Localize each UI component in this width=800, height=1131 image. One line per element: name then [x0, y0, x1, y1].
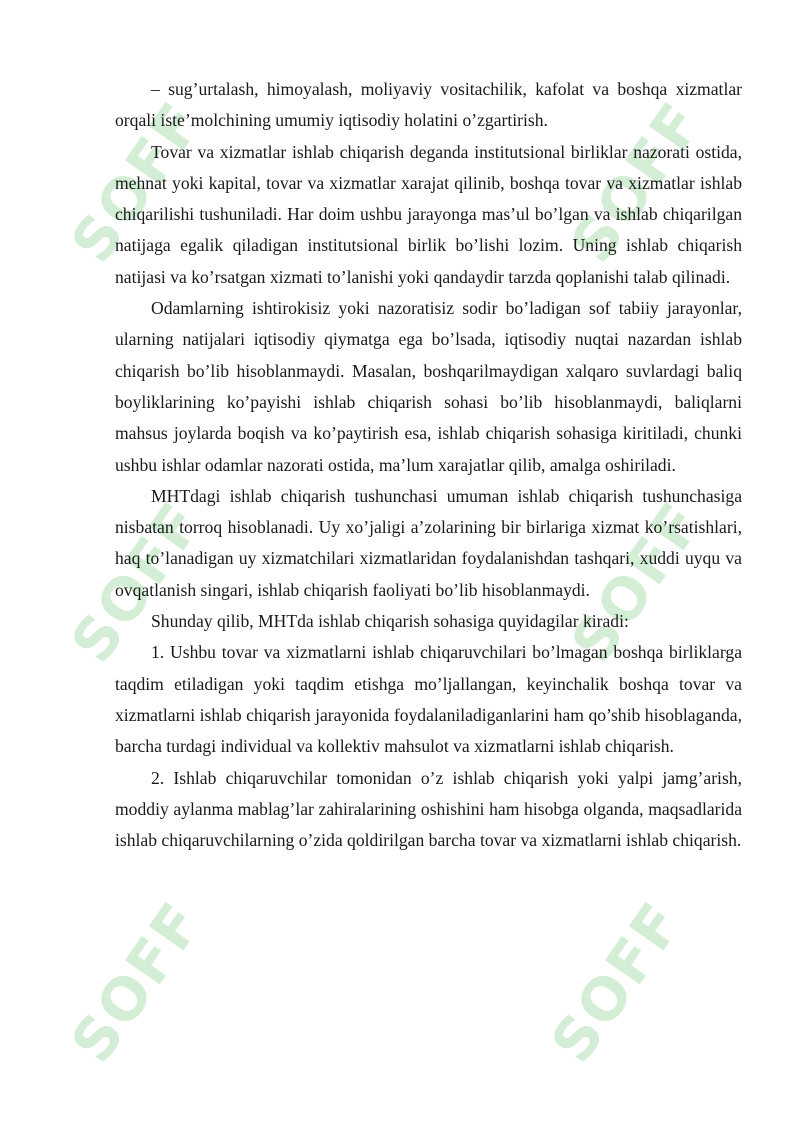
watermark-text: SOFF [57, 889, 216, 1075]
paragraph: 2. Ishlab chiqaruvchilar tomonidan o’z ishlab chiqarish yoki yalpi jamg’arish, moddiy aylanma mablag’lar zahiralarining oshishini ham hisobga olganda, maqsadlarida ishlab chiqaruvchilarning o’zida qoldirilgan barcha tovar va xizmatlarni ishlab chiqarish. [115, 767, 742, 851]
watermark-text: SOFF [557, 89, 716, 275]
watermark-text: SOFF [57, 89, 216, 275]
watermark-logo [58, 855, 282, 1104]
paragraph: Shunday qilib, MHTda ishlab chiqarish sohasiga quyidagilar kiradi: [151, 611, 629, 632]
paragraph: – sug’urtalash, himoyalash, moliyaviy vositachilik, kafolat va boshqa xizmatlar orqali iste’molchining umumiy iqtisodiy holatini o’zgartirish. [115, 79, 742, 131]
paragraph: 1. Ushbu tovar va xizmatlarni ishlab chiqaruvchilari bo’lmagan boshqa birliklarga taqdim etiladigan yoki taqdim etishga mo’ljallangan, keyinchalik boshqa tovar va xizmatlarni ishlab chiqarish jarayonida foydalaniladiganlarini ham qo’shib hisoblaganda, barcha turdagi individual va kollektiv mahsulot va xizmatlarni ishlab chiqarish. [115, 642, 742, 757]
paragraph: MHTdagi ishlab chiqarish tushunchasi umuman ishlab chiqarish tushunchasiga nisbatan torroq hisoblanadi. Uy xo’jaligi a’zolarining bir birlariga xizmat ko’rsatishlari, haq to’lanadigan uy xizmatchilari xizmatlaridan foydalanishdan tashqari, xuddi uyqu va ovqatlanish singari, ishlab chiqarish faoliyati bo’lib hisoblanmaydi. [115, 485, 742, 600]
document-body [115, 74, 742, 856]
watermark-text: SOFF [57, 489, 216, 675]
watermark-text: SOFF [537, 889, 696, 1075]
watermark-text: SOFF [557, 489, 716, 675]
paragraph: Odamlarning ishtirokisiz yoki nazoratisiz sodir bo’ladigan sof tabiiy jarayonlar, ularning natijalari iqtisodiy qiymatga ega bo’lsada, iqtisodiy nuqtai nazardan ishlab chiqarish bo’lib hisoblanmaydi. Masalan, boshqarilmaydigan xalqaro suvlardagi baliq boyliklarining ko’payishi ishlab chiqarish sohasi bo’lib hisoblanmaydi, baliqlarni mahsus joylarda boqish va ko’paytirish esa, ishlab chiqarish sohasiga kiritiladi, chunki ushbu ishlar odamlar nazorati ostida, ma’lum xarajatlar qilib, amalga oshiriladi. [115, 298, 742, 475]
paragraph: Tovar va xizmatlar ishlab chiqarish deganda institutsional birliklar nazorati ostida, mehnat yoki kapital, tovar va xizmatlar xarajat qilinib, boshqa tovar va xizmatlar ishlab chiqarilishi tushuniladi. Har doim ushbu jarayonga mas’ul bo’lgan va ishlab chiqarilgan natijaga egalik qiladigan institutsional birlik bo’lishi lozim. Uning ishlab chiqarish natijasi va ko’rsatgan xizmati to’lanishi yoki qandaydir tarzda qoplanishi talab qilinadi. [115, 141, 742, 287]
watermark-logo [538, 855, 762, 1104]
